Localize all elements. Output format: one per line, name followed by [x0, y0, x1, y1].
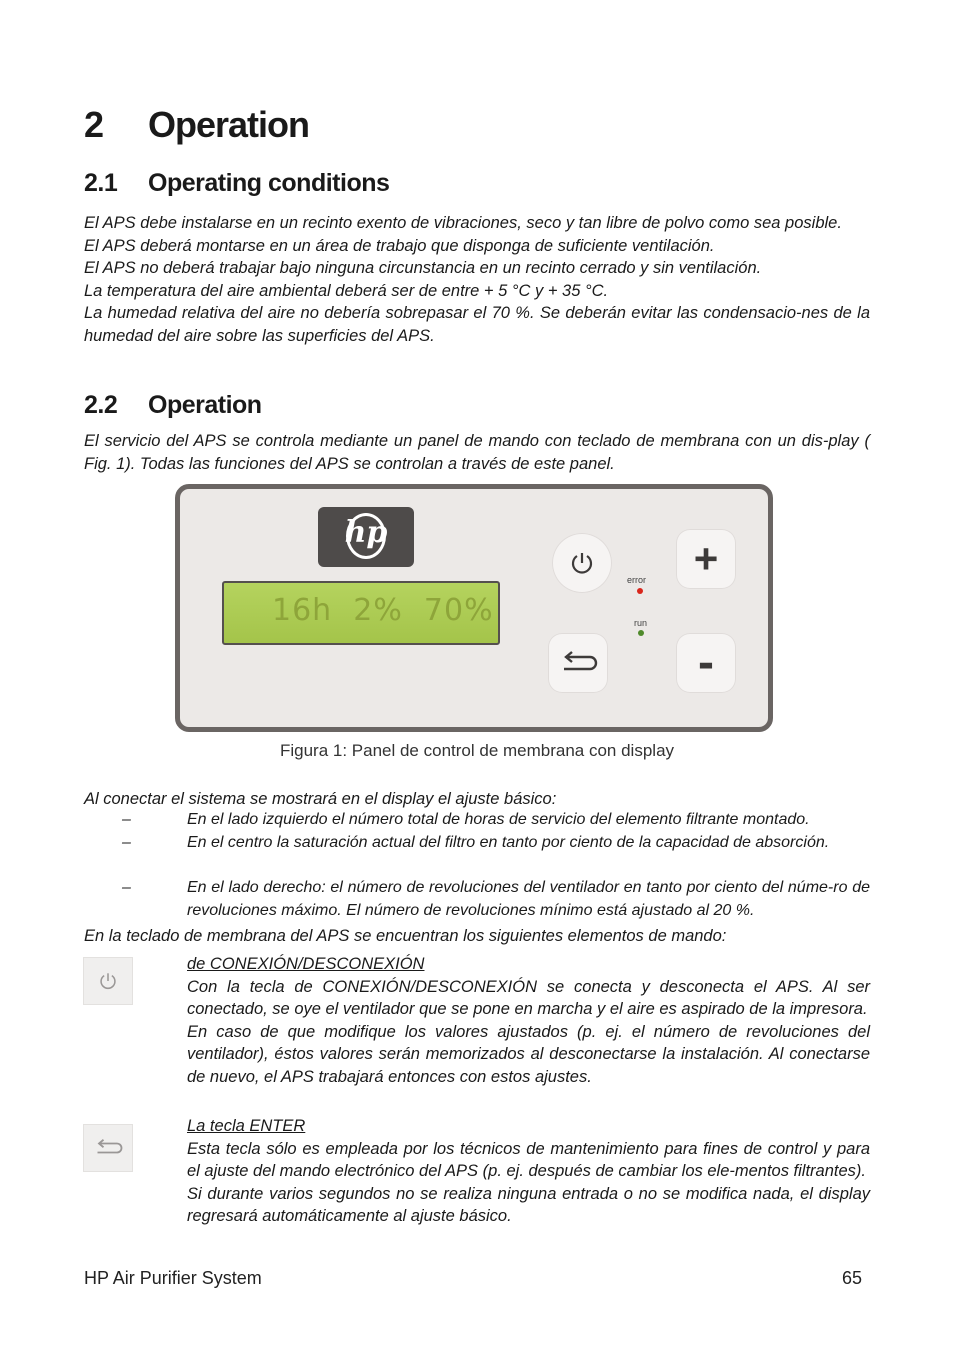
- list-text: En el lado izquierdo el número total de horas de servicio del elemento filtrante montado.: [187, 811, 810, 828]
- power-icon: [569, 550, 595, 576]
- paragraph: Si durante varios segundos no se realiza ninguna entrada o no se modifica nada, el display regresará automáticamente al ajuste básico.: [187, 1184, 870, 1225]
- paragraph: En la teclado de membrana del APS se encuentran los siguientes elementos de mando:: [84, 927, 727, 945]
- paragraph: La humedad relativa del aire no debería sobrepasar el 70 %. Se deberán evitar las condensacio-nes de la humedad del aire sobre las superficies del APS.: [84, 304, 870, 345]
- enter-button[interactable]: [548, 633, 608, 693]
- subsection-title: Operating conditions: [148, 169, 390, 197]
- enter-key-description: [187, 1115, 870, 1228]
- hp-logo: [318, 507, 414, 567]
- subsection-heading-operating-conditions: [84, 168, 389, 198]
- footer-title: HP Air Purifier System: [84, 1268, 262, 1288]
- operation-intro: [84, 430, 870, 475]
- run-led-label: run: [634, 618, 648, 628]
- list-text: En el centro la saturación actual del filtro en tanto por ciento de la capacidad de absorción.: [187, 834, 830, 851]
- minus-button[interactable]: [676, 633, 736, 693]
- list-dash: –: [122, 811, 131, 828]
- power-key-illustration: [83, 957, 133, 1005]
- paragraph: La temperatura del aire ambiental deberá ser de entre + 5 °C y + 35 °C.: [84, 281, 609, 300]
- enter-key-illustration: [83, 1124, 133, 1172]
- power-key-description: [187, 953, 870, 1088]
- list-item: [84, 832, 870, 855]
- page-number: 65: [842, 1268, 863, 1288]
- subsection-title: Operation: [148, 391, 262, 419]
- subsection-number: 2.2: [84, 391, 118, 419]
- power-button[interactable]: [552, 533, 612, 593]
- key-title: La tecla ENTER: [187, 1117, 306, 1135]
- section-heading: [84, 100, 309, 150]
- lcd-readout: 16h 2% 70%: [272, 593, 494, 628]
- paragraph: Con la tecla de CONEXIÓN/DESCONEXIÓN se conecta y desconecta el APS. Al ser conectado, se oye el ventilador que se pone en marcha y el aire es aspirado de la impresora.: [187, 977, 870, 1018]
- paragraph: El APS no deberá trabajar bajo ninguna circunstancia en un recinto cerrado y sin ventilación.: [84, 259, 762, 277]
- enter-icon: [558, 651, 598, 675]
- section-title: Operation: [148, 104, 310, 145]
- enter-icon: [93, 1139, 123, 1157]
- list-text: En el lado derecho: el número de revoluciones del ventilador en tanto por ciento del núme-ro de revoluciones máximo. El número de revoluciones mínimo está ajustado al 20 %.: [187, 879, 870, 919]
- keys-intro: [84, 925, 870, 948]
- display-intro: [84, 788, 870, 811]
- key-title: de CONEXIÓN/DESCONEXIÓN: [187, 955, 425, 973]
- list-item: [84, 809, 870, 832]
- list-item: [84, 877, 870, 922]
- paragraph: Esta tecla sólo es empleada por los técnicos de mantenimiento para fines de control y para el ajuste del mando electrónico del APS (p. ej. después de cambiar los ele-mentos filtrantes).: [187, 1139, 870, 1180]
- minus-label: -: [698, 636, 714, 689]
- error-led-label: error: [627, 575, 647, 585]
- plus-label: +: [693, 535, 719, 582]
- logo-text: hp: [344, 515, 388, 550]
- paragraph: El APS debe instalarse en un recinto exento de vibraciones, seco y tan libre de polvo como sea posible.: [84, 214, 842, 232]
- run-led: [638, 630, 644, 636]
- control-panel-figure: [175, 484, 773, 732]
- figure-caption: Figura 1: Panel de control de membrana con display: [279, 741, 675, 760]
- list-dash: –: [122, 834, 131, 851]
- paragraph: Al conectar el sistema se mostrará en el display el ajuste básico:: [84, 790, 557, 808]
- error-led: [637, 588, 643, 594]
- operating-conditions-text: [84, 212, 870, 347]
- subsection-heading-operation: [84, 390, 262, 420]
- paragraph: El APS deberá montarse en un área de trabajo que disponga de suficiente ventilación.: [84, 236, 715, 255]
- paragraph: El servicio del APS se controla mediante un panel de mando con teclado de membrana con un dis-play ( Fig. 1). Todas las funciones del APS se controlan a través de este panel.: [84, 432, 870, 473]
- list-dash: –: [122, 879, 131, 896]
- power-icon: [98, 971, 118, 991]
- paragraph: En caso de que modifique los valores ajustados (p. ej. el número de revoluciones del ventilador), éstos valores serán memorizados al desconectarse la instalación. Al conectarse de nuevo, el APS trabajará entonces con estos ajustes.: [187, 1022, 870, 1086]
- plus-button[interactable]: [676, 529, 736, 589]
- subsection-number: 2.1: [84, 169, 118, 197]
- section-number: 2: [84, 104, 104, 145]
- lcd-display: [222, 581, 500, 645]
